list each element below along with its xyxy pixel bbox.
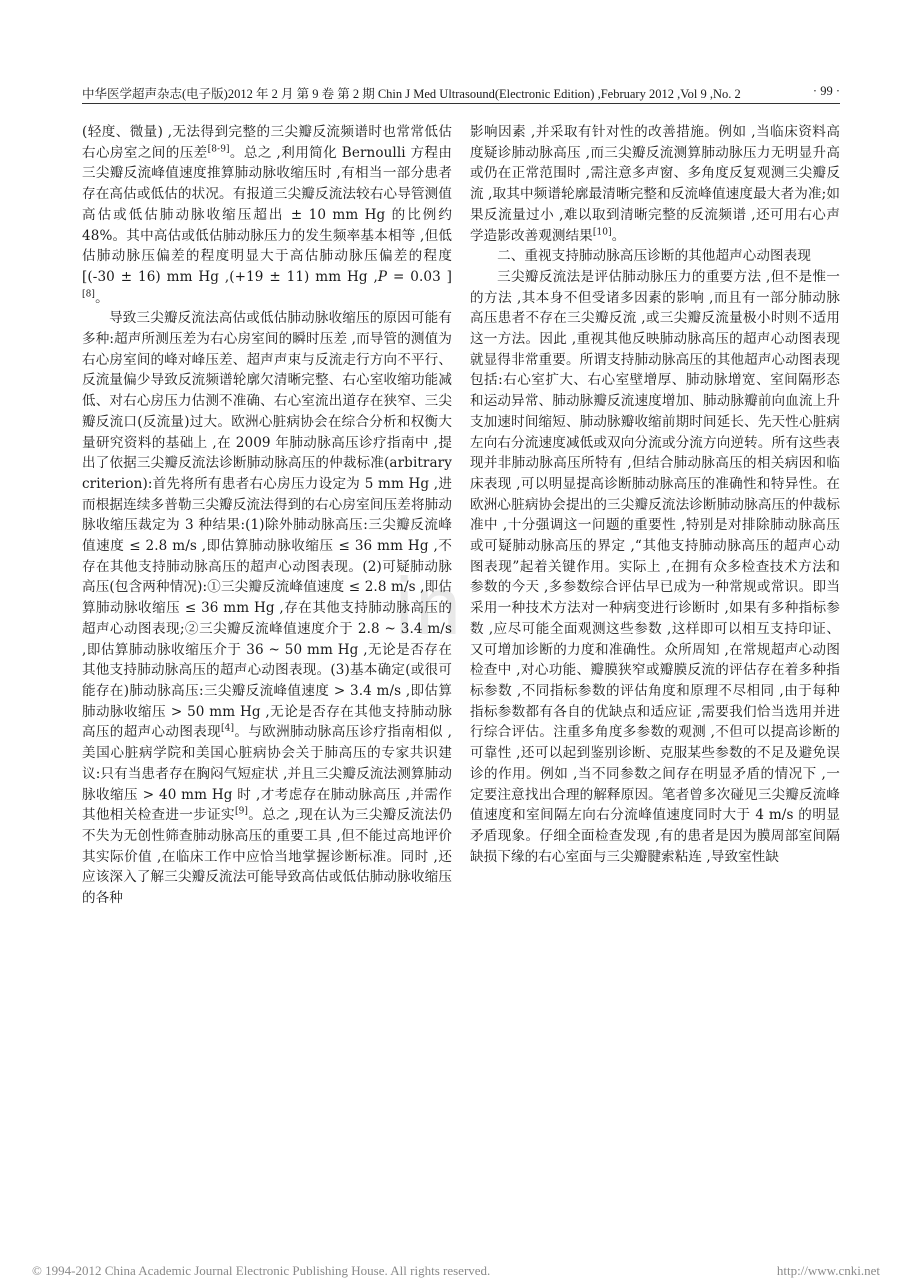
citation-ref: [8-9] <box>207 144 230 155</box>
footer-url[interactable]: http://www.cnki.net <box>776 1263 880 1278</box>
header-rule <box>82 103 840 104</box>
paragraph <box>82 122 452 308</box>
text-run: 导致三尖瓣反流法高估或低估肺动脉收缩压的原因可能有多种:超声所测压差为右心房室间的瞬时压差 ,而导管的测值为右心房室间的峰对峰压差、超声声束与反流走行方向不平行、反流量偏少导致反流频谱轮廓欠清晰完整、右心室收缩功能减低、对右心房压力估测不准确、右心室流出道存在狭窄、三尖瓣反流口(反流量)过大。欧洲心脏病协会在综合分析和权衡大量研究资料的基础上 ,在 2009 年肺动脉高压诊疗指南中 ,提出了依据三尖瓣反流法诊断肺动脉高压的仲裁标准(arbitrary criterion):首先将所有患者右心房压力设定为 5 mm Hg ,进而根据连续多普勒三尖瓣反流法得到的右心房室间压差将肺动脉收缩压裁定为 3 种结果:(1)除外肺动脉高压:三尖瓣反流峰值速度 ≤ 2.8 m/s ,即估算肺动脉收缩压 ≤ 36 mm Hg ,不存在其他支持肺动脉高压的超声心动图表现。(2)可疑肺动脉高压(包含两种情况):①三尖瓣反流峰值速度 ≤ 2.8 m/s ,即估算肺动脉收缩压 ≤ 36 mm Hg ,存在其他支持肺动脉高压的超声心动图表现;②三尖瓣反流峰值速度介于 2.8 ~ 3.4 m/s ,即估算肺动脉收缩压介于 36 ~ 50 mm Hg ,无论是否存在其他支持肺动脉高压的超声心动图表现。(3)基本确定(或很可能存在)肺动脉高压:三尖瓣反流峰值速度 > 3.4 m/s ,即估算肺动脉收缩压 > 50 mm Hg ,无论是否存在其他支持肺动脉高压的超声心动图表现 <box>82 310 452 741</box>
text-run: 。总之 ,利用简化 Bernoulli 方程由三尖瓣反流峰值速度推算肺动脉收缩压时 ,有相当一部分患者存在高估或低估的状况。有报道三尖瓣反流法较右心导管测值高估或低估肺动脉收缩压超出 ± 10 mm Hg 的比例约 48%。其中高估或低估肺动脉压力的发生频率基本相等 ,但低估肺动脉压偏差的程度明显大于高估肺动脉压偏差的程度[(-30 ± 16) mm Hg ,(+19 ± 11) mm Hg , <box>82 144 452 285</box>
text-run: 影响因素 ,并采取有针对性的改善措施。例如 ,当临床资料高度疑诊肺动脉高压 ,而三尖瓣反流测算肺动脉压力无明显升高或仍在正常范围时 ,需注意多声窗、多角度反复观测三尖瓣反流 ,取其中频谱轮廓最清晰完整和反流峰值速度最大者为准;如果反流量过小 ,难以取到清晰完整的反流频谱 ,还可用右心声学造影改善观测结果 <box>470 124 840 244</box>
journal-citation: 中华医学超声杂志(电子版)2012 年 2 月 第 9 卷 第 2 期 Chin J Med Ultrasound(Electronic Edition) ,February 2012 ,Vol 9 ,No. 2 <box>82 87 741 101</box>
text-run: 。 <box>95 289 109 306</box>
right-column <box>470 122 840 867</box>
left-column <box>82 122 452 909</box>
p-value-symbol: P <box>377 268 388 285</box>
copyright-notice: © 1994-2012 China Academic Journal Electronic Publishing House. All rights reserved. <box>32 1263 491 1278</box>
text-run: 三尖瓣反流法是评估肺动脉压力的重要方法 ,但不是惟一的方法 ,其本身不但受诸多因素的影响 ,而且有一部分肺动脉高压患者不存在三尖瓣反流 ,或三尖瓣反流量极小时则不适用这一方法。因此 ,重视其他反映肺动脉高压的超声心动图表现就显得非常重要。所谓支持肺动脉高压的其他超声心动图表现包括:右心室扩大、右心室壁增厚、肺动脉增宽、室间隔形态和运动异常、肺动脉瓣反流速度增加、肺动脉瓣前向血流上升支加速时间缩短、肺动脉瓣收缩前期时间延长、先天性心脏病左向右分流速度减低或双向分流或分流方向逆转。所有这些表现并非肺动脉高压所特有 ,但结合肺动脉高压的相关病因和临床表现 ,可以明显提高诊断肺动脉高压的准确性和特异性。在欧洲心脏病协会提出的三尖瓣反流法诊断肺动脉高压的仲裁标准中 ,十分强调这一问题的重要性 ,特别是对排除肺动脉高压或可疑肺动脉高压的界定 ,“其他支持肺动脉高压的超声心动图表现”起着关键作用。实际上 ,在拥有众多检查技术方法和参数的今天 ,多参数综合评估早已成为一种常规或常识。即当采用一种技术方法对一种病变进行诊断时 ,如果有多种指标参数 ,应尽可能全面观测这些参数 ,这样即可以相互支持印证、又可增加诊断的力度和准确性。众所周知 ,在常规超声心动图检查中 ,对心功能、瓣膜狭窄或瓣膜反流的评估存在着多种指标参数 ,不同指标参数的评估角度和原理不尽相同 ,由于每种指标参数都有各自的优缺点和适应证 ,需要我们恰当选用并进行综合评估。注重多角度多参数的观测 ,不但可以提高诊断的可靠性 ,还可以起到鉴别诊断、克服某些参数的不足及避免误诊的作用。例如 ,当不同参数之间存在明显矛盾的情况下 ,一定要注意找出合理的解释原因。笔者曾多次碰见三尖瓣反流峰值速度和室间隔左向右分流峰值速度同时大于 4 m/s 的明显矛盾现象。仔细全面检查发现 ,有的患者是因为膜周部室间隔缺损下缘的右心室面与三尖瓣腱索粘连 ,导致室性缺 <box>470 268 840 865</box>
text-run: = 0.03 ] <box>387 268 452 285</box>
citation-ref: [8] <box>82 289 96 300</box>
citation-ref: [10] <box>592 227 612 237</box>
paragraph <box>470 267 840 867</box>
watermark: in <box>395 561 463 652</box>
section-heading: 二、重视支持肺动脉高压诊断的其他超声心动图表现 <box>497 248 811 265</box>
text-run: 。 <box>611 227 626 244</box>
footer <box>32 1263 892 1279</box>
text-run: (轻度、微量) ,无法得到完整的三尖瓣反流频谱时也常常低估右心房室之间的压差 <box>82 124 452 161</box>
page-number: · 99 · <box>812 84 840 98</box>
citation-ref: [4] <box>221 723 235 734</box>
paragraph <box>82 308 452 908</box>
paragraph <box>470 122 840 246</box>
text-run: 。与欧洲肺动脉高压诊疗指南相似 ,美国心脏病学院和美国心脏病协会关于肺高压的专家共识建议:只有当患者存在胸闷气短症状 ,并且三尖瓣反流法测算肺动脉收缩压 > 40 mm Hg 时 ,才考虑存在肺动脉高压 ,并需作其他相关检查进一步证实 <box>82 724 452 824</box>
citation-ref: [9] <box>234 806 249 817</box>
text-run: 。总之 ,现在认为三尖瓣反流法仍不失为无创性筛查肺动脉高压的重要工具 ,但不能过高地评价其实际价值 ,在临床工作中应恰当地掌握诊断标准。同时 ,还应该深入了解三尖瓣反流法可能导致高估或低估肺动脉收缩压的各种 <box>82 807 452 907</box>
